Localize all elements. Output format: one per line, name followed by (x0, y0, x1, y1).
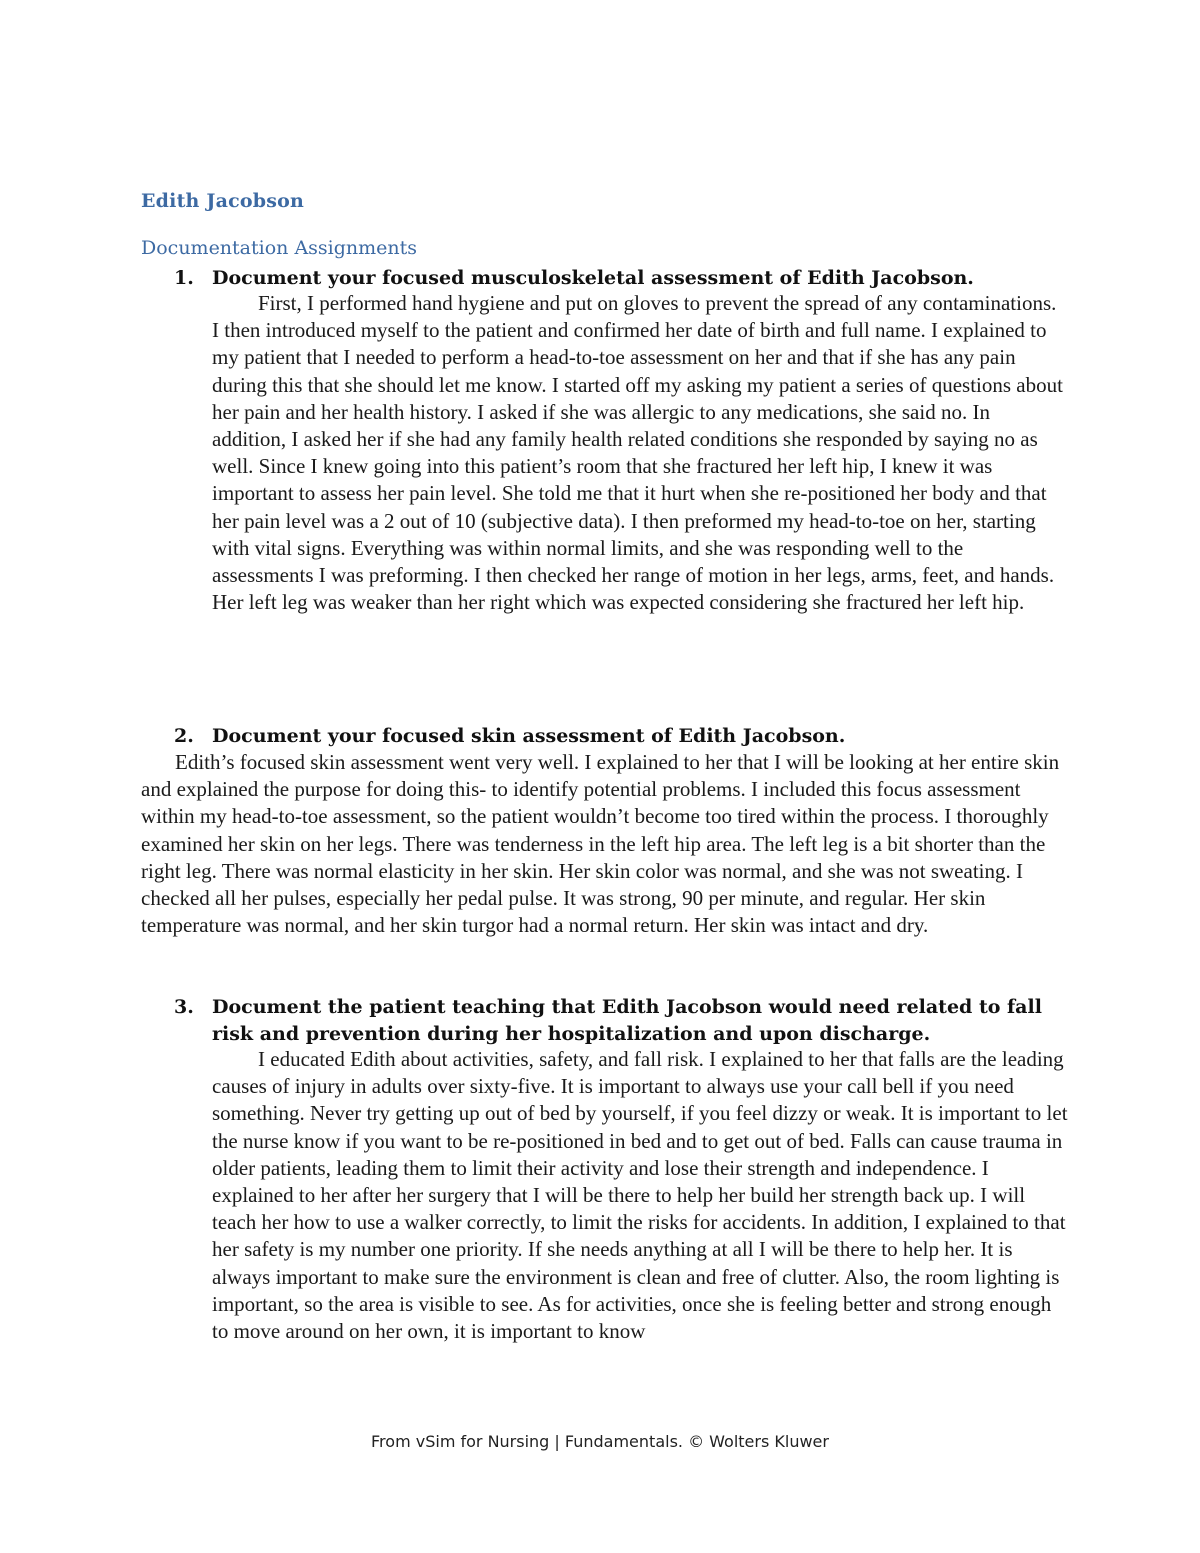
question-title: Document your focused skin assessment of Edith Jacobson. (212, 725, 846, 747)
question-number: 3. (174, 996, 194, 1018)
section-heading: Documentation Assignments (141, 237, 418, 259)
question-answer: I educated Edith about activities, safety, and fall risk. I explained to her that falls are the leading causes of injury in adults over sixty-five. It is important to always use your call bell if you need something. Never try getting up out of bed by yourself, if you feel dizzy or weak. It is important to let the nurse know if you want to be re-positioned in bed and to get out of bed. Falls can cause trauma in older patients, leading them to limit their activity and lose their strength and independence. I explained to her after her surgery that I will be there to help her build her strength back up. I will teach her how to use a walker correctly, to limit the risks for accidents. In addition, I explained to that her safety is my number one priority. If she needs anything at all I will be there to help her. It is always important to make sure the environment is clean and free of clutter. Also, the room lighting is important, so the area is visible to see. As for activities, once she is feeling better and strong enough to move around on her own, it is important to know (212, 1047, 1068, 1344)
question-number: 1. (174, 267, 194, 289)
question-number: 2. (174, 725, 194, 747)
question-answer: First, I performed hand hygiene and put on gloves to prevent the spread of any contaminations. I then introduced myself to the patient and confirmed her date of birth and full name. I explained to my patient that I needed to perform a head-to-toe assessment on her and that if she has any pain during this that she should let me know. I started off my asking my patient a series of questions about her pain and her health history. I asked if she was allergic to any medications, she said no. In addition, I asked her if she had any family health related conditions she responded by saying no as well. Since I knew going into this patient’s room that she fractured her left hip, I knew it was important to assess her pain level. She told me that it hurt when she re-positioned her body and that her pain level was a 2 out of 10 (subjective data). I then preformed my head-to-toe on her, starting with vital signs. Everything was within normal limits, and she was responding well to the assessments I was preforming. I then checked her range of motion in her legs, arms, feet, and hands. Her left leg was weaker than her right which was expected considering she fractured her left hip. (212, 291, 1063, 615)
question-answer: Edith’s focused skin assessment went very well. I explained to her that I will be looking at her entire skin and explained the purpose for doing this- to identify potential problems. I included this focus assessment within my head-to-toe assessment, so the patient wouldn’t become too tired within the process. I thoroughly examined her skin on her legs. There was tenderness in the left hip area. The left leg is a bit shorter than the right leg. There was normal elasticity in her skin. Her skin color was normal, and she was not sweating. I checked all her pulses, especially her pedal pulse. It was strong, 90 per minute, and regular. Her skin temperature was normal, and her skin turgor had a normal return. Her skin was intact and dry. (141, 750, 1060, 938)
patient-name-heading: Edith Jacobson (141, 190, 305, 212)
page-footer: From vSim for Nursing | Fundamentals. © Wolters Kluwer (371, 1432, 829, 1451)
question-title: Document the patient teaching that Edith Jacobson would need related to fall risk and prevention during her hospitalization and upon discharge. (212, 996, 1042, 1045)
question-title: Document your focused musculoskeletal assessment of Edith Jacobson. (212, 267, 974, 289)
